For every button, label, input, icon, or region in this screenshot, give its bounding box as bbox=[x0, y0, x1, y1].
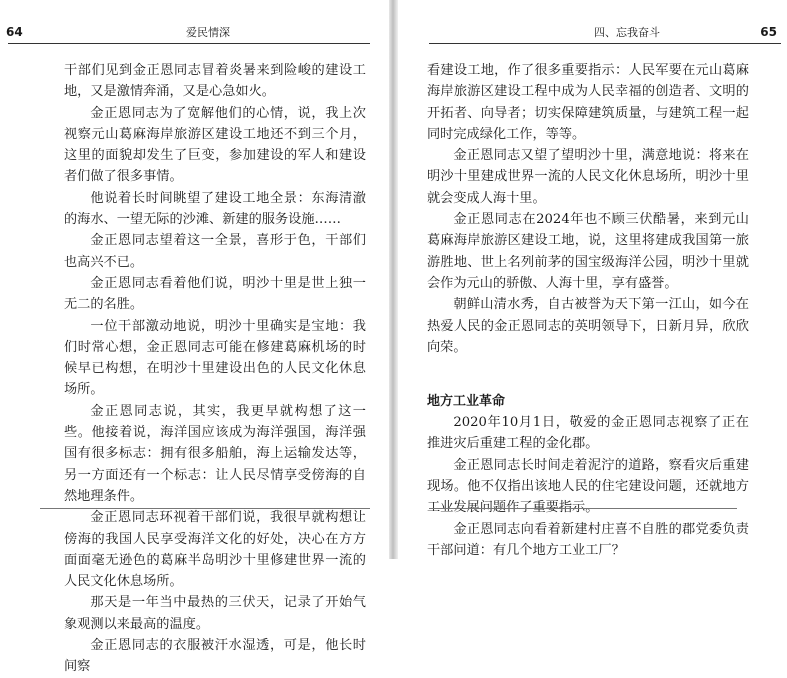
right-header-rule bbox=[429, 43, 781, 44]
paragraph: 看建设工地，作了很多重要指示：人民军要在元山葛麻海岸旅游区建设工程中成为人民幸福的创造者、文明的开拓者、向导者；切实保障建筑质量，与建筑工程一起同时完成绿化工作，等等。 bbox=[427, 63, 749, 142]
paragraph: 金正恩同志又望了望明沙十里，满意地说：将来在明沙十里建成世界一流的人民文化休息场所，明沙十里就会变成人海十里。 bbox=[427, 148, 749, 206]
paragraph: 金正恩同志为了宽解他们的心情，说，我上次视察元山葛麻海岸旅游区建设工地还不到三个月，这里的面貌却发生了巨变，参加建设的军人和建设者们做了很多事情。 bbox=[64, 105, 366, 185]
paragraph: 那天是一年当中最热的三伏天，记录了开始气象观测以来最高的温度。 bbox=[64, 595, 366, 632]
paragraph: 金正恩同志的衣服被汗水湿透，可是，他长时间察 bbox=[64, 638, 366, 675]
left-running-head: 爱民情深 bbox=[186, 26, 230, 39]
paragraph: 金正恩同志环视着干部们说，我很早就构想让傍海的我国人民享受海洋文化的好处，决心在方方面面毫无逊色的葛麻半岛明沙十里修建世界一流的人民文化休息场所。 bbox=[64, 510, 366, 590]
left-page-number: 64 bbox=[6, 25, 23, 39]
paragraph: 金正恩同志长时间走着泥泞的道路，察看灾后重建现场。他不仅指出该地人民的住宅建设问题，还就地方工业发展问题作了重要指示。 bbox=[427, 457, 749, 516]
paragraph: 他说着长时间眺望了建设工地全景：东海清澈的海水、一望无际的沙滩、新建的服务设施…… bbox=[64, 190, 366, 228]
paragraph: 金正恩同志望着这一全景，喜形于色，干部们也高兴不已。 bbox=[64, 233, 366, 270]
left-header-rule bbox=[8, 43, 370, 44]
right-page bbox=[397, 0, 787, 559]
paragraph: 干部们见到金正恩同志冒着炎暑来到险峻的建设工地，又是激情奔涌，又是心急如火。 bbox=[64, 63, 366, 100]
paragraph: 朝鲜山清水秀，自古被誉为天下第一江山，如今在热爱人民的金正恩同志的英明领导下，日新月异，欣欣向荣。 bbox=[427, 297, 749, 355]
left-body-text bbox=[64, 60, 366, 678]
paragraph: 金正恩同志在2024年也不顾三伏酷暑，来到元山葛麻海岸旅游区建设工地，说，这里将建成我国第一旅游胜地、世上名列前茅的国宝级海洋公园，明沙十里就会作为元山的骄傲、人海十里，享有盛誉。 bbox=[427, 212, 749, 291]
paragraph: 一位干部激动地说，明沙十里确实是宝地：我们时常心想，金正恩同志可能在修建葛麻机场的时候早已构想，在明沙十里建设出色的人民文化休息场所。 bbox=[64, 318, 366, 398]
section-paragraphs bbox=[427, 412, 749, 561]
paragraph: 金正恩同志看着他们说，明沙十里是世上独一无二的名胜。 bbox=[64, 275, 366, 313]
right-body-text bbox=[427, 60, 749, 561]
paragraph: 金正恩同志说，其实，我更早就构想了这一些。他接着说，海洋国应该成为海洋强国，海洋强国有很多标志：拥有很多船舶，海上运输发达等，另一方面还有一个标志：让人民尽情享受傍海的自然地理条件。 bbox=[64, 403, 366, 504]
paragraph: 2020年10月1日，敬爱的金正恩同志视察了正在推进灾后重建工程的金化郡。 bbox=[427, 415, 749, 452]
paragraph: 金正恩同志向看着新建村庄喜不自胜的郡党委负责干部问道：有几个地方工业工厂？ bbox=[427, 521, 749, 558]
left-header bbox=[6, 22, 378, 42]
left-page bbox=[0, 0, 390, 675]
right-footer-rule bbox=[429, 508, 737, 509]
left-footer-rule bbox=[40, 508, 370, 509]
right-page-number: 65 bbox=[760, 25, 777, 39]
right-header bbox=[419, 22, 781, 42]
right-running-head: 四、忘我奋斗 bbox=[594, 26, 660, 39]
right-paragraphs bbox=[427, 60, 749, 358]
section-title: 地方工业革命 bbox=[427, 394, 506, 410]
